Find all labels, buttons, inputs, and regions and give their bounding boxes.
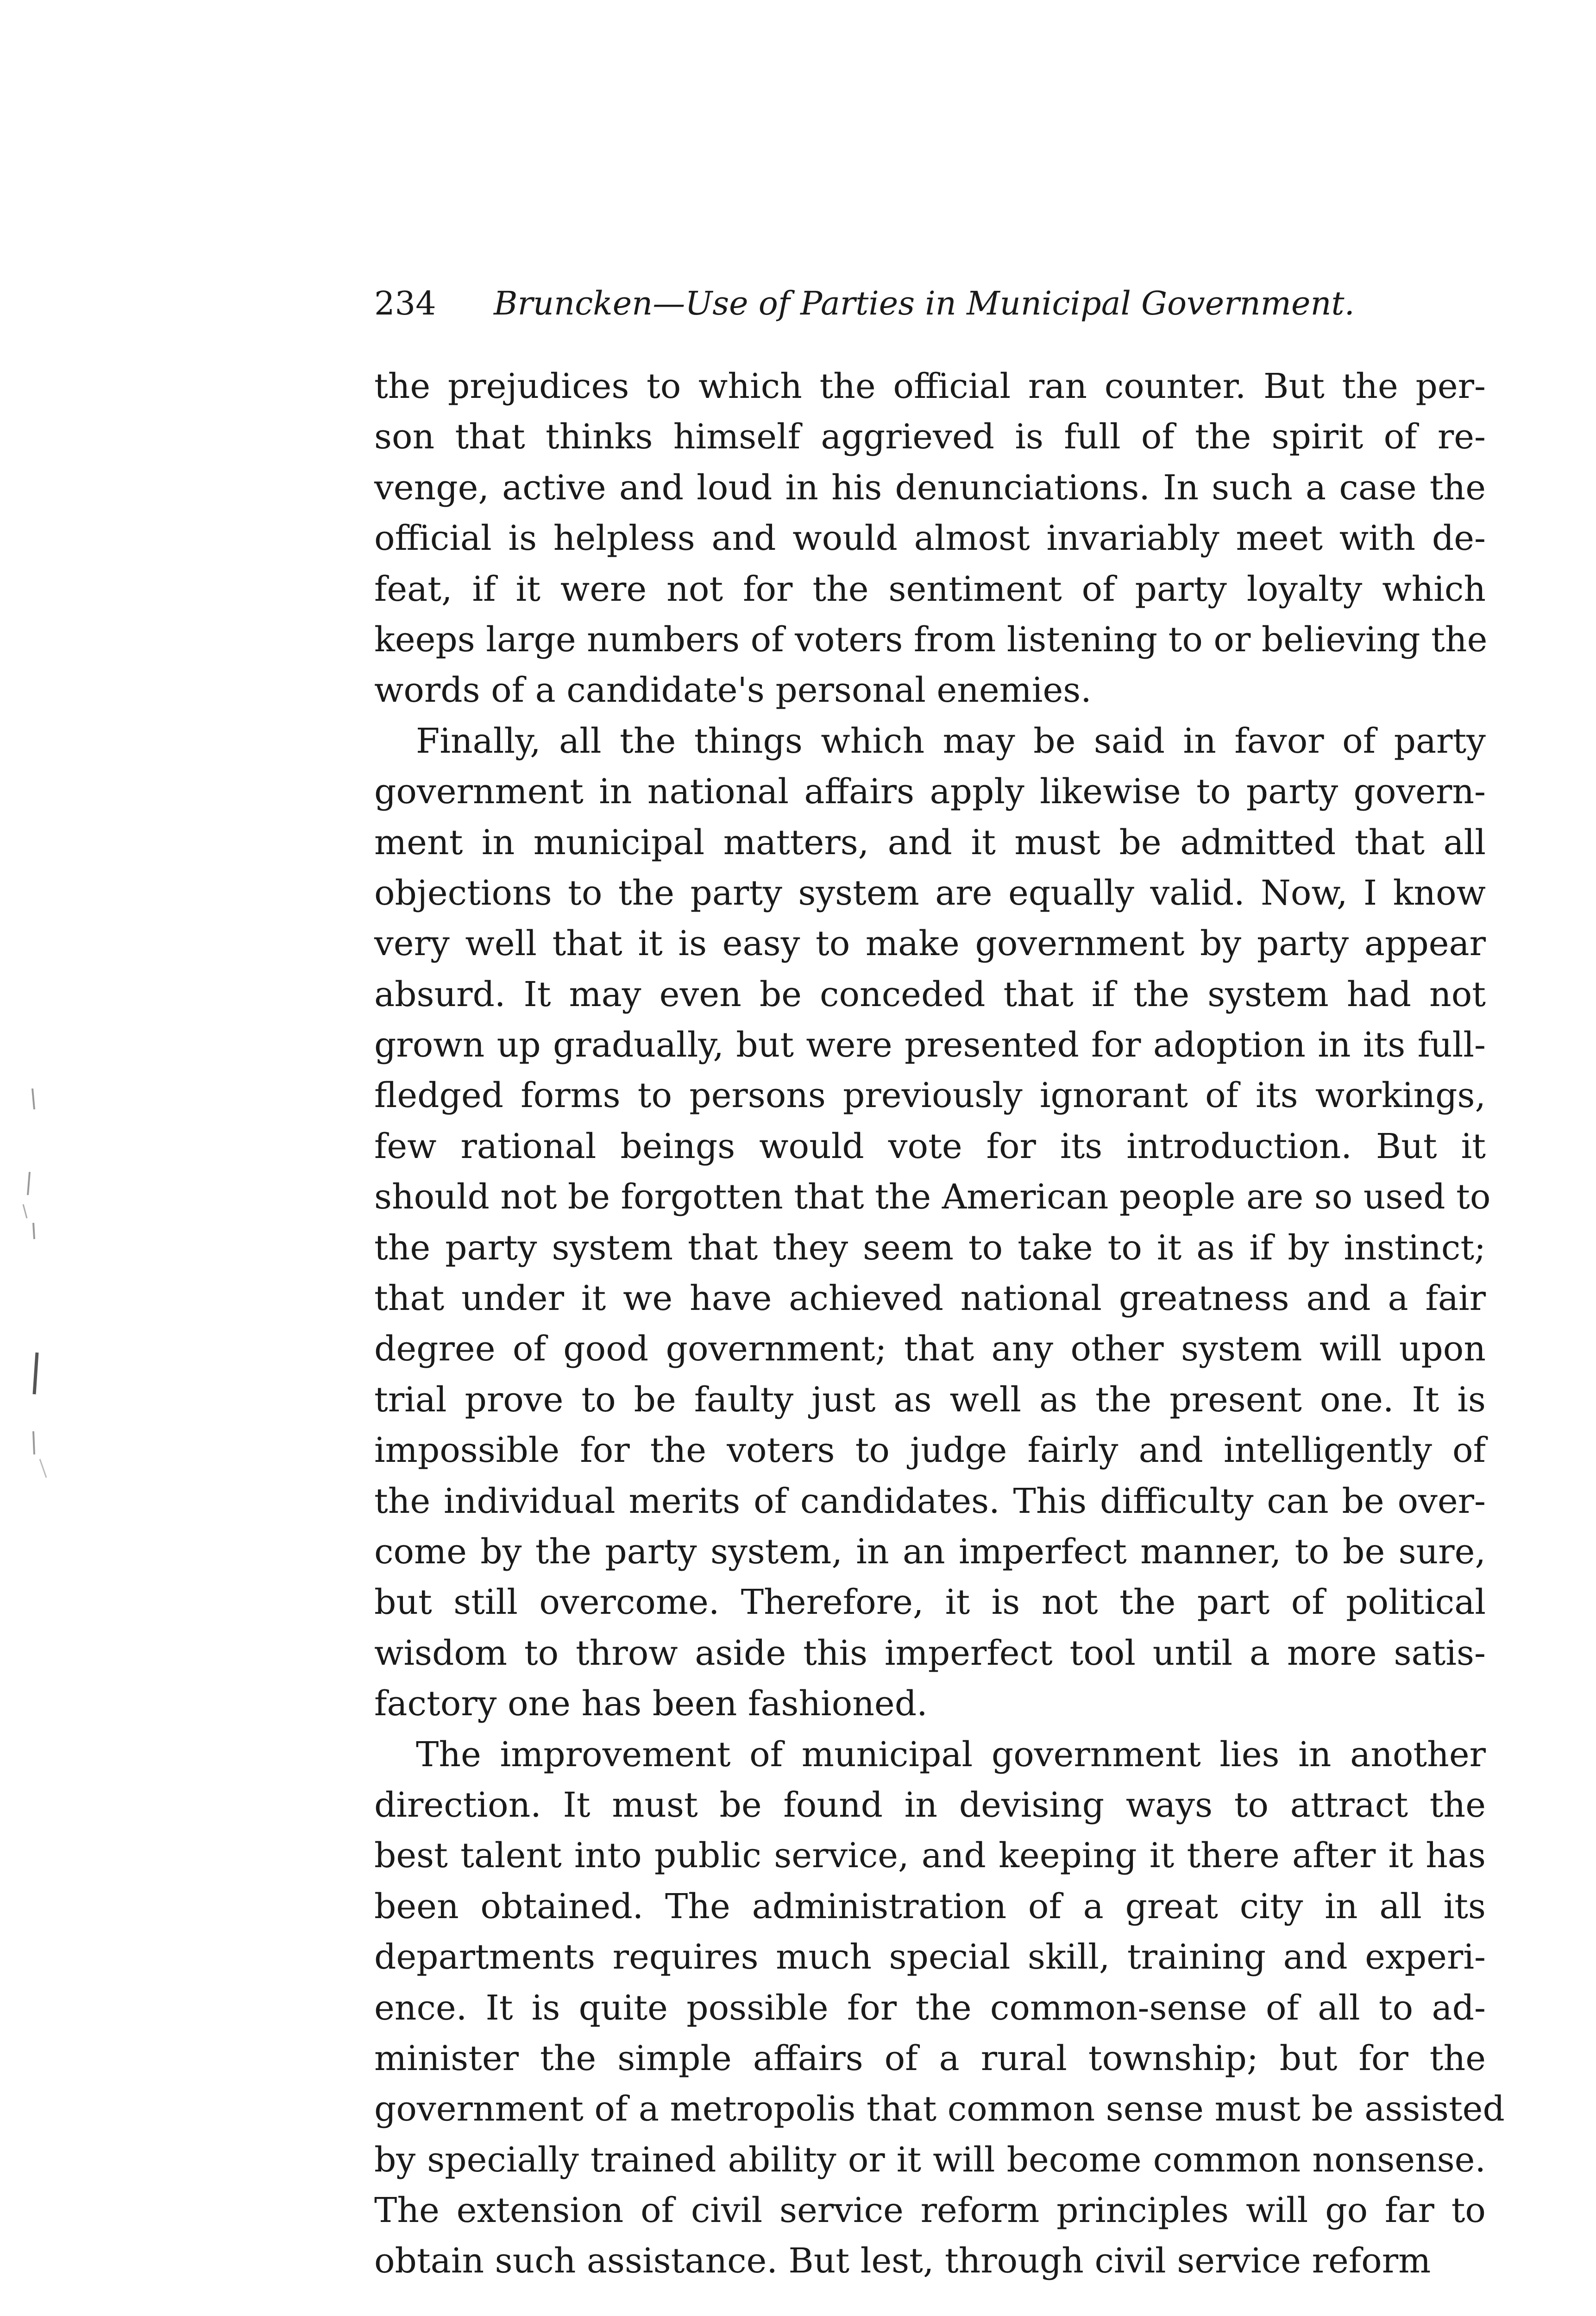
text-line: The improvement of municipal government lies in another — [416, 1734, 1486, 1775]
text-line: factory one has been fashioned. — [374, 1684, 928, 1724]
paragraph — [374, 716, 1491, 1730]
text-line: by specially trained ability or it will become common nonsense. — [374, 2140, 1486, 2180]
pencil-mark — [33, 1431, 34, 1454]
pencil-mark — [34, 1353, 37, 1394]
text-line: words of a candidate's personal enemies. — [374, 670, 1092, 711]
text-line: keeps large numbers of voters from listening to or believing the — [374, 619, 1488, 660]
text-line: government of a metropolis that common sense must be assisted — [374, 2089, 1505, 2129]
text-line: best talent into public service, and keeping it there after it has — [374, 1836, 1486, 1876]
page-number: 234 — [374, 284, 436, 322]
text-line: Finally, all the things which may be said in favor of party — [416, 721, 1486, 761]
paragraph — [374, 361, 1486, 716]
text-line: trial prove to be faulty just as well as the present one. It is — [374, 1379, 1486, 1420]
text-line: been obtained. The administration of a great city in all its — [374, 1886, 1486, 1926]
running-head-title: Bruncken—Use of Parties in Municipal Government. — [494, 284, 1355, 322]
text-line: objections to the party system are equally valid. Now, I know — [374, 873, 1486, 913]
pencil-mark — [40, 1459, 46, 1478]
text-line: direction. It must be found in devising ways to attract the — [374, 1785, 1486, 1825]
text-line: very well that it is easy to make government by party appear — [374, 924, 1486, 964]
text-line: The extension of civil service reform principles will go far to — [374, 2190, 1486, 2231]
pencil-mark — [33, 1223, 34, 1239]
text-line: few rational beings would vote for its introduction. But it — [374, 1126, 1486, 1166]
text-line: minister the simple affairs of a rural township; but for the — [374, 2038, 1486, 2078]
text-line: son that thinks himself aggrieved is full of the spirit of re- — [374, 417, 1486, 457]
pencil-mark — [23, 1204, 27, 1218]
text-line: ment in municipal matters, and it must be admitted that all — [374, 822, 1486, 862]
text-line: feat, if it were not for the sentiment of party loyalty which — [374, 569, 1486, 609]
text-line: the individual merits of candidates. This difficulty can be over- — [374, 1481, 1486, 1521]
text-line: grown up gradually, but were presented for adoption in its full- — [374, 1025, 1486, 1065]
text-line: impossible for the voters to judge fairly and intelligently of — [374, 1430, 1486, 1471]
text-line: wisdom to throw aside this imperfect tool until a more satis- — [374, 1633, 1486, 1673]
pencil-mark — [32, 1089, 34, 1109]
text-line: but still overcome. Therefore, it is not the part of political — [374, 1582, 1486, 1623]
margin-pencil-marks — [0, 0, 93, 2316]
text-line: degree of good government; that any other system will upon — [374, 1329, 1486, 1369]
text-line: absurd. It may even be conceded that if the system had not — [374, 974, 1486, 1014]
text-line: obtain such assistance. But lest, through civil service reform — [374, 2241, 1431, 2281]
text-line: departments requires much special skill, training and experi- — [374, 1937, 1486, 1977]
text-line: come by the party system, in an imperfect manner, to be sure, — [374, 1531, 1486, 1572]
text-line: venge, active and loud in his denunciations. In such a case the — [374, 467, 1486, 508]
text-line: the party system that they seem to take to it as if by instinct; — [374, 1227, 1486, 1268]
text-line: official is helpless and would almost invariably meet with de- — [374, 518, 1486, 559]
text-line: government in national affairs apply likewise to party govern- — [374, 772, 1486, 812]
text-line: that under it we have achieved national greatness and a fair — [374, 1278, 1486, 1319]
running-head — [374, 278, 1426, 329]
body-text — [374, 361, 1505, 2287]
text-line: fledged forms to persons previously ignorant of its workings, — [374, 1076, 1486, 1116]
paragraph — [374, 1730, 1505, 2287]
text-line: the prejudices to which the official ran counter. But the per- — [374, 366, 1486, 406]
text-line: ence. It is quite possible for the common-sense of all to ad- — [374, 1988, 1486, 2028]
pencil-mark — [28, 1172, 30, 1195]
text-line: should not be forgotten that the American people are so used to — [374, 1177, 1491, 1217]
